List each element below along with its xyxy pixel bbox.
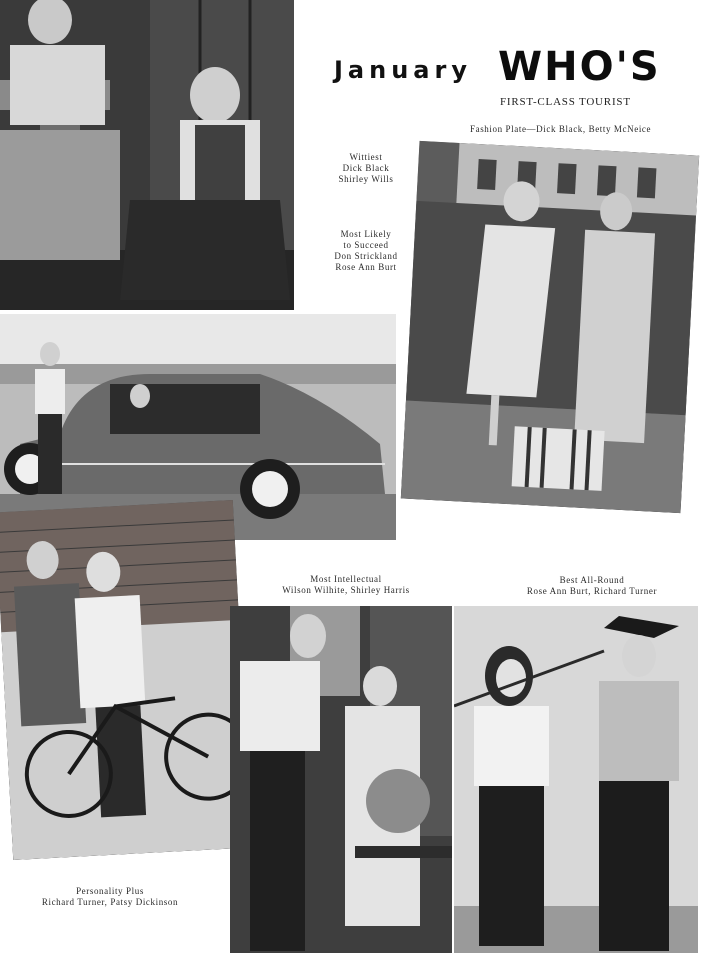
caption-most-likely bbox=[318, 229, 414, 273]
caption-personality-plus bbox=[30, 886, 190, 908]
caption-name: Don Strickland bbox=[334, 251, 398, 261]
photo-personality-plus bbox=[0, 500, 251, 860]
caption-name: Richard Turner, Patsy Dickinson bbox=[41, 897, 179, 907]
caption-name: Rose Ann Burt bbox=[335, 262, 397, 272]
photo-most-intellectual bbox=[230, 606, 452, 953]
caption-title: Most Likely bbox=[340, 229, 392, 239]
caption-title: Most Intellectual bbox=[310, 574, 382, 584]
photo-wittiest bbox=[0, 0, 294, 310]
caption-name: Shirley Wills bbox=[338, 174, 394, 184]
caption-best-all-round bbox=[522, 575, 662, 597]
caption-name: Wilson Wilhite, Shirley Harris bbox=[282, 585, 410, 595]
photo-best-all-round bbox=[454, 606, 698, 953]
caption-fashion-plate: Fashion Plate—Dick Black, Betty McNeice bbox=[470, 124, 652, 134]
caption-most-intellectual bbox=[266, 574, 426, 596]
caption-title: Personality Plus bbox=[76, 886, 144, 896]
caption-title: Best All-Round bbox=[559, 575, 625, 585]
photo-fashion-plate bbox=[401, 141, 699, 513]
caption-title: to Succeed bbox=[343, 240, 389, 250]
caption-wittiest bbox=[326, 152, 406, 185]
caption-title: Wittiest bbox=[349, 152, 383, 162]
title-whos: WHO'S bbox=[498, 44, 661, 90]
caption-name: Dick Black bbox=[342, 163, 390, 173]
title-month: January bbox=[334, 56, 472, 84]
subtitle: FIRST-CLASS TOURIST bbox=[500, 96, 631, 108]
caption-name: Rose Ann Burt, Richard Turner bbox=[526, 586, 658, 596]
